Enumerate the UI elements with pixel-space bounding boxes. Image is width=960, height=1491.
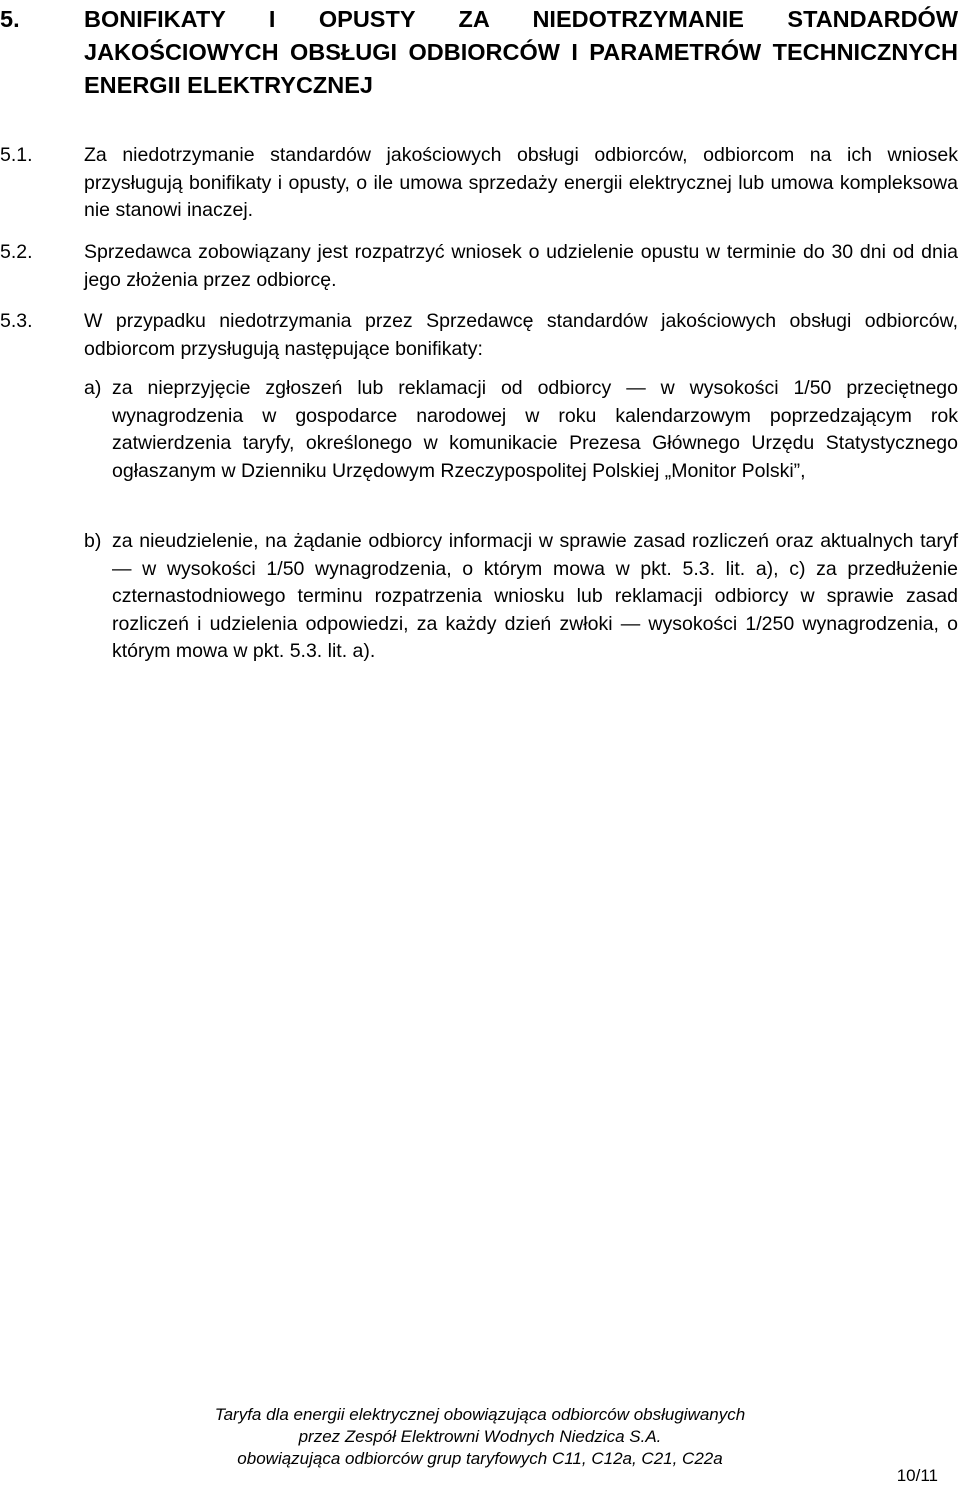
list-item-text: za nieudzielenie, na żądanie odbiorcy informacji w sprawie zasad rozliczeń oraz aktualnych taryf — w wysokości 1/50 wynagrodzenia, o którym mowa w pkt. 5.3. lit. a), c) za przedłużenie czternastodniowego terminu rozpatrzenia wniosku lub reklamacji odbiorcy w sprawie zasad rozliczeń i udzielenia odpowiedzi, za każdy dzień zwłoki — wysokości 1/250 wynagrodzenia, o którym mowa w pkt. 5.3. lit. a).: [112, 530, 958, 662]
list-item-letter: b): [84, 530, 102, 552]
section-title: BONIFIKATY I OPUSTY ZA NIEDOTRZYMANIE STANDARDÓW JAKOŚCIOWYCH OBSŁUGI ODBIORCÓW I PARAMETRÓW TECHNICZNYCH ENERGII ELEKTRYCZNEJ: [84, 6, 958, 98]
footer-line-3: obowiązująca odbiorców grup taryfowych C11, C12a, C21, C22a: [237, 1449, 723, 1468]
paragraph-5-3: [0, 308, 958, 363]
paragraph-5-2: [0, 239, 958, 294]
paragraph-text: Sprzedawca zobowiązany jest rozpatrzyć wniosek o udzielenie opustu w terminie do 30 dni od dnia jego złożenia przez odbiorcę.: [84, 241, 958, 291]
list-item-a: [84, 375, 958, 485]
paragraph-text: W przypadku niedotrzymania przez Sprzedawcę standardów jakościowych obsługi odbiorców, odbiorcom przysługują następujące bonifikaty:: [84, 310, 958, 360]
page-footer: [0, 1404, 960, 1470]
section-number: 5.: [0, 6, 20, 32]
list-item-b: [84, 528, 958, 666]
page-number: 10/11: [896, 1466, 938, 1485]
paragraph-text: Za niedotrzymanie standardów jakościowych obsługi odbiorców, odbiorcom na ich wniosek przysługują bonifikaty i opusty, o ile umowa sprzedaży energii elektrycznej lub umowa kompleksowa nie stanowi inaczej.: [84, 144, 958, 221]
section-heading: [0, 3, 958, 102]
list-item-text: za nieprzyjęcie zgłoszeń lub reklamacji od odbiorcy — w wysokości 1/50 przeciętnego wynagrodzenia w gospodarce narodowej w roku kalendarzowym poprzedzającym rok zatwierdzenia taryfy, określonego w komunikacie Prezesa Głównego Urzędu Statystycznego ogłaszanym w Dzienniku Urzędowym Rzeczypospolitej Polskiej „Monitor Polski”,: [112, 377, 958, 482]
paragraph-number: 5.1.: [0, 144, 33, 166]
list-item-letter: a): [84, 377, 102, 399]
paragraph-5-1: [0, 142, 958, 225]
footer-line-1: Taryfa dla energii elektrycznej obowiązująca odbiorców obsługiwanych: [214, 1405, 746, 1424]
paragraph-number: 5.3.: [0, 310, 33, 332]
footer-line-2: przez Zespół Elektrowni Wodnych Niedzica S.A.: [298, 1427, 662, 1446]
paragraph-number: 5.2.: [0, 241, 33, 263]
